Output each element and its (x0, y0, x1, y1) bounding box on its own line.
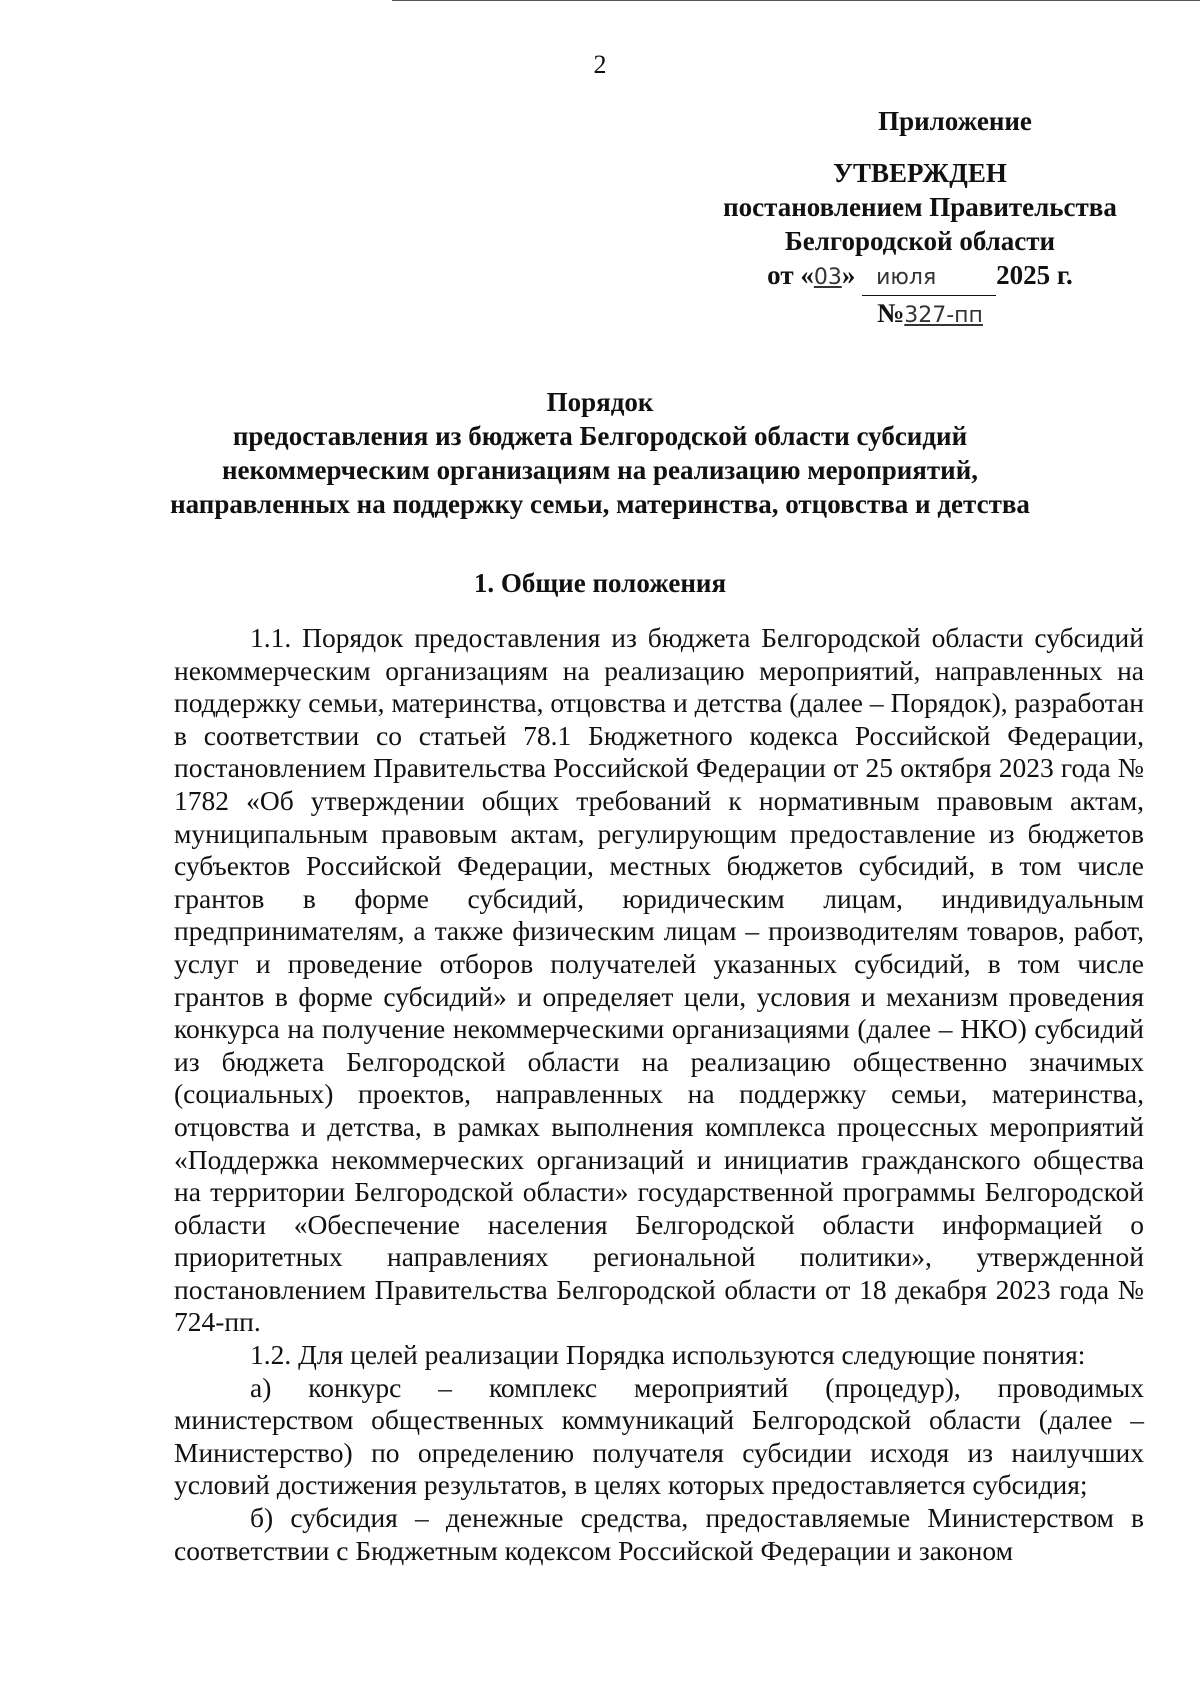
approval-number (700, 296, 1140, 333)
approved-label: УТВЕРЖДЕН (833, 158, 1007, 188)
date-year: 2025 г. (996, 260, 1073, 290)
approved-by-line-2: Белгородской области (784, 226, 1056, 256)
document-title-line-4: направленных на поддержку семьи, материнства, отцовства и детства (170, 489, 1030, 519)
date-prefix: от « (767, 260, 814, 290)
paragraph-item-b: б) субсидия – денежные средства, предоставляемые Министерством в соответствии с Бюджетным кодексом Российской Федерации и законом (174, 1502, 1144, 1566)
paragraph-1-1: 1.1. Порядок предоставления из бюджета Белгородской области субсидий некоммерческим организациям на реализацию мероприятий, направленных на поддержку семьи, материнства, отцовства и детства (далее – Порядок), разработан в соответствии со статьей 78.1 Бюджетного кодекса Российской Федерации, постановлением Правительства Российской Федерации от 25 октября 2023 года № 1782 «Об утверждении общих требований к нормативным правовым актам, муниципальным правовым актам, регулирующим предоставление из бюджетов субъектов Российской Федерации, местных бюджетов субсидий, в том числе грантов в форме субсидий, юридическим лицам, индивидуальным предпринимателям, а также физическим лицам – производителям товаров, работ, услуг и проведение отборов получателей указанных субсидий, в том числе грантов в форме субсидий» и определяет цели, условия и механизм проведения конкурса на получение некоммерческими организациями (далее – НКО) субсидий из бюджета Белгородской области на реализацию общественно значимых (социальных) проектов, направленных на поддержку семьи, материнства, отцовства и детства, в рамках выполнения комплекса процессных мероприятий «Поддержка некоммерческих организаций и инициатив гражданского общества на территории Белгородской области» государственной программы Белгородской области «Обеспечение населения Белгородской области информацией о приоритетных направлениях региональной политики», утвержденной постановлением Правительства Белгородской области от 18 декабря 2023 года № 724-пп. (174, 622, 1144, 1338)
number-value: 327-пп (904, 303, 983, 328)
approved-by-line-1: постановлением Правительства (723, 192, 1117, 222)
paragraph-1-2: 1.2. Для целей реализации Порядка используются следующие понятия: (250, 1339, 1086, 1371)
document-body (174, 622, 1144, 1567)
section-heading: 1. Общие положения (473, 568, 727, 598)
document-title (0, 385, 1200, 521)
document-title-line-2: предоставления из бюджета Белгородской области субсидий (232, 421, 968, 451)
paragraph-item-a: а) конкурс – комплекс мероприятий (процедур), проводимых министерством общественных коммуникаций Белгородской области (далее – Министерство) по определению получателя субсидии исходя из наилучших условий достижения результатов, в целях которых предоставляется субсидия; (174, 1371, 1144, 1501)
date-day: 03 (813, 265, 842, 290)
document-title-line-3: некоммерческим организациям на реализацию мероприятий, (221, 455, 979, 485)
appendix-label: Приложение (878, 106, 1032, 136)
top-border-line (392, 0, 1200, 1)
document-title-line-1: Порядок (546, 387, 654, 417)
number-prefix: № (877, 298, 905, 328)
approval-date (700, 258, 1140, 296)
date-month: июля (862, 261, 996, 296)
page-number: 2 (593, 50, 607, 79)
date-mid: » (841, 260, 856, 290)
approval-block (700, 104, 1140, 333)
